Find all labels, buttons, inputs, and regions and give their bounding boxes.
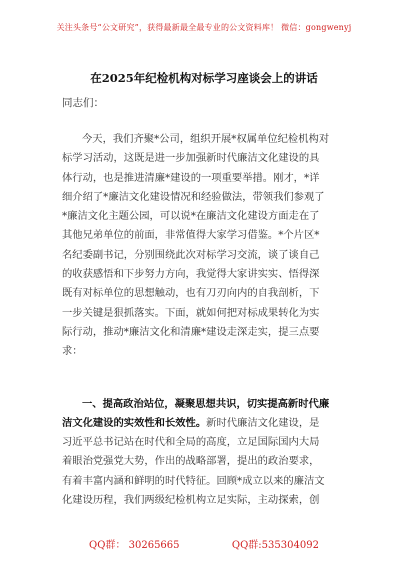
heading-body-line: 新时代廉洁文化建设，是: [206, 417, 320, 430]
text-line: 着眼治党强党大势，作出的战略部署，提出的政治要求，: [62, 455, 320, 468]
text-line: 求：: [62, 345, 83, 358]
text-line: 既有对标单位的思想触动，也有刀刃向内的自我剖析，下: [62, 287, 320, 300]
heading-line: 一、提高政治站位，凝聚思想共识，切实提高新时代廉: [82, 398, 330, 410]
text-line: 体行动，也是推进清廉*建设的一项重要举措。刚才，*详: [62, 171, 320, 184]
salutation: 同志们：: [62, 97, 104, 109]
text-line: 细介绍了*廉洁文化建设情况和经验做法，带领我们参观了: [62, 190, 325, 203]
text-line: 一步关键是狠抓落实。下面，就如何把对标成果转化为实: [62, 306, 320, 319]
text-line: 习近平总书记站在时代和全局的高度，立足国际国内大局: [62, 436, 320, 448]
paragraph-1: [62, 130, 358, 362]
heading-line: 洁文化建设的实效性和长效性。: [62, 417, 207, 430]
document-title: 在2025年纪检机构对标学习座谈会上的讲话: [90, 71, 318, 85]
text-line: 其他兄弟单位的前面，非常值得大家学习借鉴。*个片区*: [62, 229, 320, 242]
section-heading-1: [62, 395, 362, 438]
text-line: 今天，我们齐聚*公司，组织开展*权属单位纪检机构对: [82, 133, 330, 145]
text-line: 的收获感悟和下步努力方向，我觉得大家讲实实、悟得深: [62, 268, 320, 281]
text-line: 化建设历程，我们两级纪检机构立足实际，主动探索，创: [62, 493, 320, 506]
text-line: 际行动，推动*廉洁文化和清廉*建设走深走实，提三点要: [62, 325, 320, 338]
footer-contact: [0, 536, 408, 551]
paragraph-2: [62, 433, 358, 510]
qq-group-1: QQ群： 30265665: [89, 540, 180, 551]
text-line: 标学习活动，这既是进一步加强新时代廉洁文化建设的具: [62, 152, 320, 165]
text-line: *廉洁文化主题公园，可以说*在廉洁文化建设方面走在了: [62, 210, 320, 223]
header-banner: 关注头条号“公文研究”，获得最新最全最专业的公文资料库！ 微信：gongwenyj: [56, 23, 352, 32]
text-line: 名纪委副书记，分别围绕此次对标学习交流，谈了谈自己: [62, 248, 320, 261]
qq-group-2: QQ群:535304092: [231, 540, 319, 551]
text-line: 有着丰富内涵和鲜明的时代特征。回顾*成立以来的廉洁文: [62, 474, 325, 487]
